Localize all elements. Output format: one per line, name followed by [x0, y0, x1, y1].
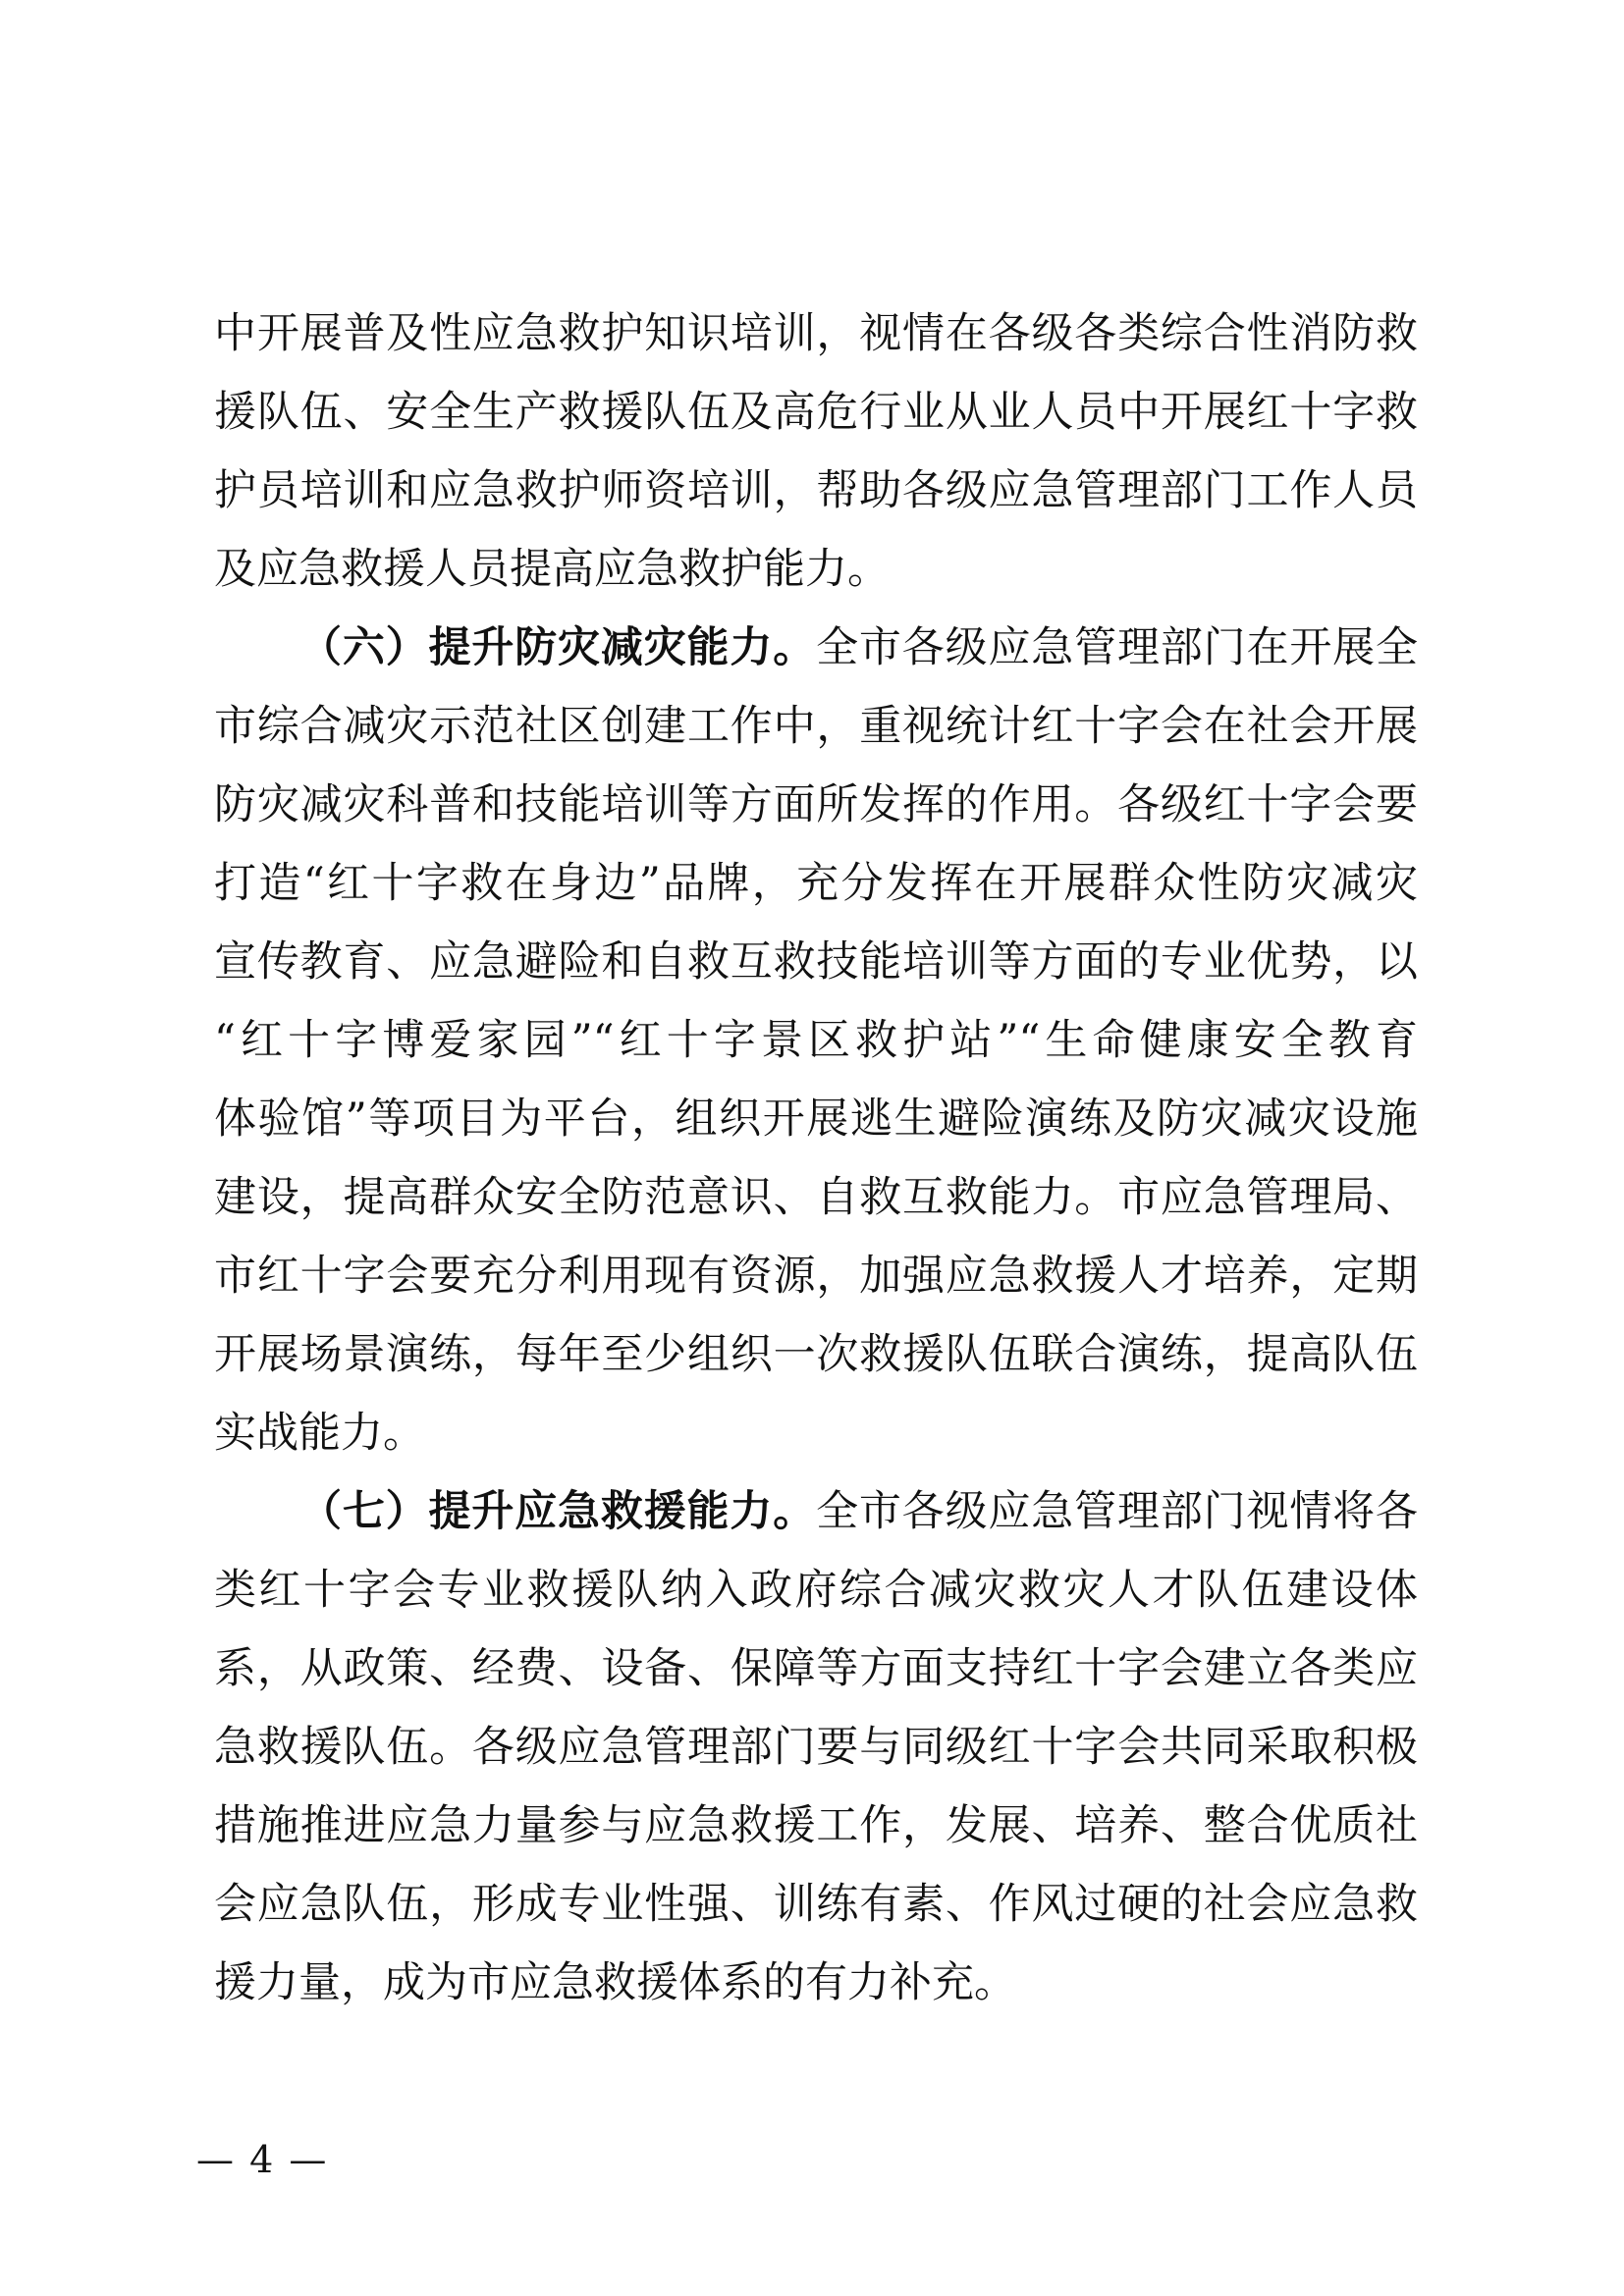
body-text-line	[214, 1394, 1418, 1472]
section-heading: （六）提升防灾减灾能力。	[299, 623, 817, 672]
body-text: 打造“红十字救在身边”品牌，充分发挥在开展群众性防灾减灾	[214, 859, 1418, 908]
body-text: 宣传教育、应急避险和自救互救技能培训等方面的专业优势，以	[214, 937, 1418, 987]
body-text: 建设，提高群众安全防范意识、自救互救能力。市应急管理局、	[214, 1173, 1418, 1222]
body-text: 类红十字会专业救援队纳入政府综合减灾救灾人才队伍建设体	[214, 1566, 1418, 1615]
body-text: 中开展普及性应急救护知识培训，视情在各级各类综合性消防救	[214, 309, 1418, 358]
body-text: 措施推进应急力量参与应急救援工作，发展、培养、整合优质社	[214, 1801, 1418, 1850]
body-text-line	[214, 530, 1418, 609]
body-text-line	[214, 452, 1418, 530]
body-text-line	[214, 609, 1418, 687]
body-text-line	[214, 844, 1418, 923]
body-text-line	[214, 373, 1418, 452]
body-text-line	[214, 1787, 1418, 1865]
body-text: 及应急救援人员提高应急救护能力。	[214, 545, 890, 594]
body-text-line	[214, 294, 1418, 373]
body-text: 护员培训和应急救护师资培训，帮助各级应急管理部门工作人员	[214, 466, 1418, 515]
section-heading: （七）提升应急救援能力。	[299, 1487, 817, 1536]
body-text: 援队伍、安全生产救援队伍及高危行业从业人员中开展红十字救	[214, 388, 1418, 437]
body-text-line	[214, 1708, 1418, 1787]
body-text: 市综合减灾示范社区创建工作中，重视统计红十字会在社会开展	[214, 702, 1418, 751]
body-text-line	[214, 1865, 1418, 1944]
body-text: 市红十字会要充分利用现有资源，加强应急救援人才培养，定期	[214, 1252, 1418, 1301]
body-text-line	[214, 1472, 1418, 1551]
body-text-line	[214, 923, 1418, 1001]
body-text-line	[214, 687, 1418, 766]
body-text-line	[214, 1944, 1418, 2022]
body-text-line	[214, 1158, 1418, 1237]
body-text: 防灾减灾科普和技能培训等方面所发挥的作用。各级红十字会要	[214, 780, 1418, 829]
page-number: — 4 —	[196, 2138, 329, 2181]
body-text-line	[214, 1001, 1418, 1080]
body-text-line	[214, 1551, 1418, 1629]
body-text-line	[214, 1080, 1418, 1158]
body-text: 全市各级应急管理部门在开展全	[816, 623, 1418, 672]
body-text-line	[214, 1629, 1418, 1708]
body-text: 开展场景演练，每年至少组织一次救援队伍联合演练，提高队伍	[214, 1330, 1418, 1379]
body-text-line	[214, 766, 1418, 844]
body-text: 援力量，成为市应急救援体系的有力补充。	[214, 1958, 1016, 2007]
body-text: 实战能力。	[214, 1409, 425, 1458]
body-text: 会应急队伍，形成专业性强、训练有素、作风过硬的社会应急救	[214, 1880, 1418, 1929]
body-text: 系，从政策、经费、设备、保障等方面支持红十字会建立各类应	[214, 1644, 1418, 1693]
body-text: 急救援队伍。各级应急管理部门要与同级红十字会共同采取积极	[214, 1723, 1418, 1772]
body-text: 体验馆”等项目为平台，组织开展逃生避险演练及防灾减灾设施	[214, 1095, 1418, 1144]
body-text-line	[214, 1237, 1418, 1315]
body-text: 全市各级应急管理部门视情将各	[816, 1487, 1418, 1536]
document-body	[214, 294, 1418, 2022]
body-text: “红十字博爱家园”“红十字景区救护站”“生命健康安全教育	[214, 1016, 1418, 1065]
body-text-line	[214, 1315, 1418, 1394]
